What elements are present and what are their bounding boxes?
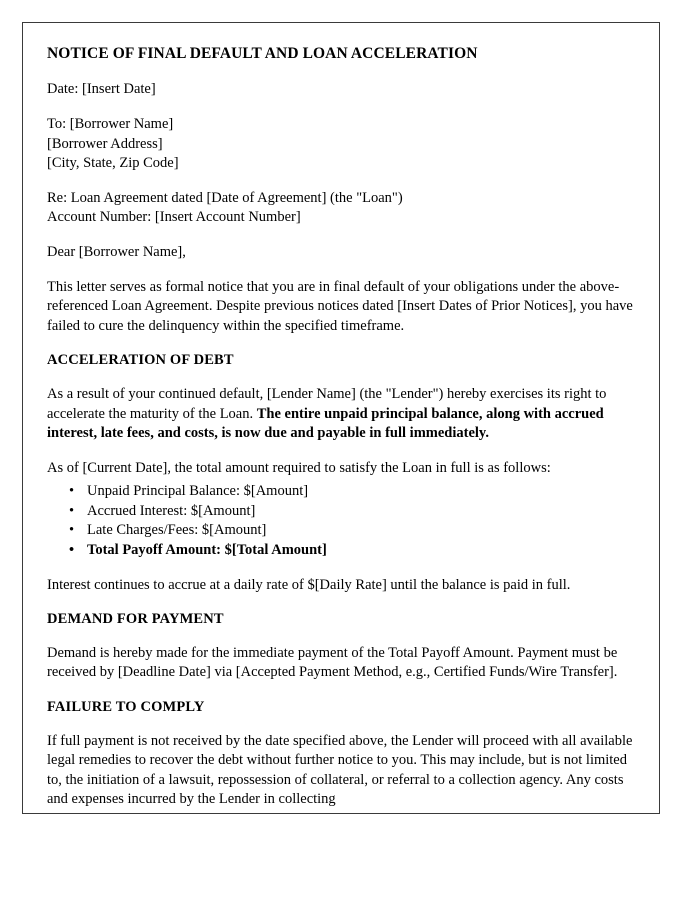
totals-lead-in: As of [Current Date], the total amount required to satisfy the Loan in full is as follows: [47, 459, 551, 476]
acceleration-paragraph-normal: As a result of your continued default, [Lender Name] (the "Lender") hereby exercises its right to accelerate the maturity of the Loan. [47, 385, 607, 422]
list-item: • Late Charges/Fees: $[Amount] [78, 521, 637, 541]
document-page [22, 22, 660, 814]
payoff-amounts-list [47, 482, 637, 560]
section-heading-failure: FAILURE TO COMPLY [47, 699, 205, 716]
acceleration-paragraph-bold: The entire unpaid principal balance, along with accrued interest, late fees, and costs, is now due and payable in full immediately. [47, 405, 604, 442]
list-item: • Total Payoff Amount: $[Total Amount] [78, 541, 637, 561]
section-heading-acceleration: ACCELERATION OF DEBT [47, 352, 234, 369]
salutation: Dear [Borrower Name], [47, 243, 186, 260]
demand-paragraph: Demand is hereby made for the immediate payment of the Total Payoff Amount. Payment must be received by [Deadline Date] via [Accepted Payment Method, e.g., Certified Funds/Wire Transfer]. [47, 644, 618, 681]
interest-accrual-note: Interest continues to accrue at a daily rate of $[Daily Rate] until the balance is paid in full. [47, 576, 571, 593]
reference-block [47, 189, 637, 228]
reference-account-number: Account Number: [Insert Account Number] [47, 209, 301, 226]
intro-paragraph: This letter serves as formal notice that you are in final default of your obligations under the above-referenced Loan Agreement. Despite previous notices dated [Insert Dates of Prior Notices], you have failed to cure the delinquency within the specified timeframe. [47, 278, 633, 334]
recipient-address-block [47, 115, 637, 174]
failure-paragraph: If full payment is not received by the date specified above, the Lender will proceed with all available legal remedies to recover the debt without further notice to you. This may include, but is not limited to, the initiation of a lawsuit, repossession of collateral, or referral to a collection agency. Any costs and expenses incurred by the Lender in collecting [47, 732, 633, 808]
recipient-city-state-zip: [City, State, Zip Code] [47, 155, 179, 172]
document-body [47, 44, 637, 814]
recipient-name: To: [Borrower Name] [47, 115, 174, 132]
reference-loan-agreement: Re: Loan Agreement dated [Date of Agreement] (the "Loan") [47, 189, 403, 206]
section-heading-demand: DEMAND FOR PAYMENT [47, 611, 224, 628]
page-title: NOTICE OF FINAL DEFAULT AND LOAN ACCELERATION [47, 45, 478, 62]
recipient-address: [Borrower Address] [47, 135, 163, 152]
list-item: • Accrued Interest: $[Amount] [78, 502, 637, 522]
acceleration-paragraph [47, 385, 637, 444]
list-item: • Unpaid Principal Balance: $[Amount] [78, 482, 637, 502]
date-line: Date: [Insert Date] [47, 81, 156, 98]
